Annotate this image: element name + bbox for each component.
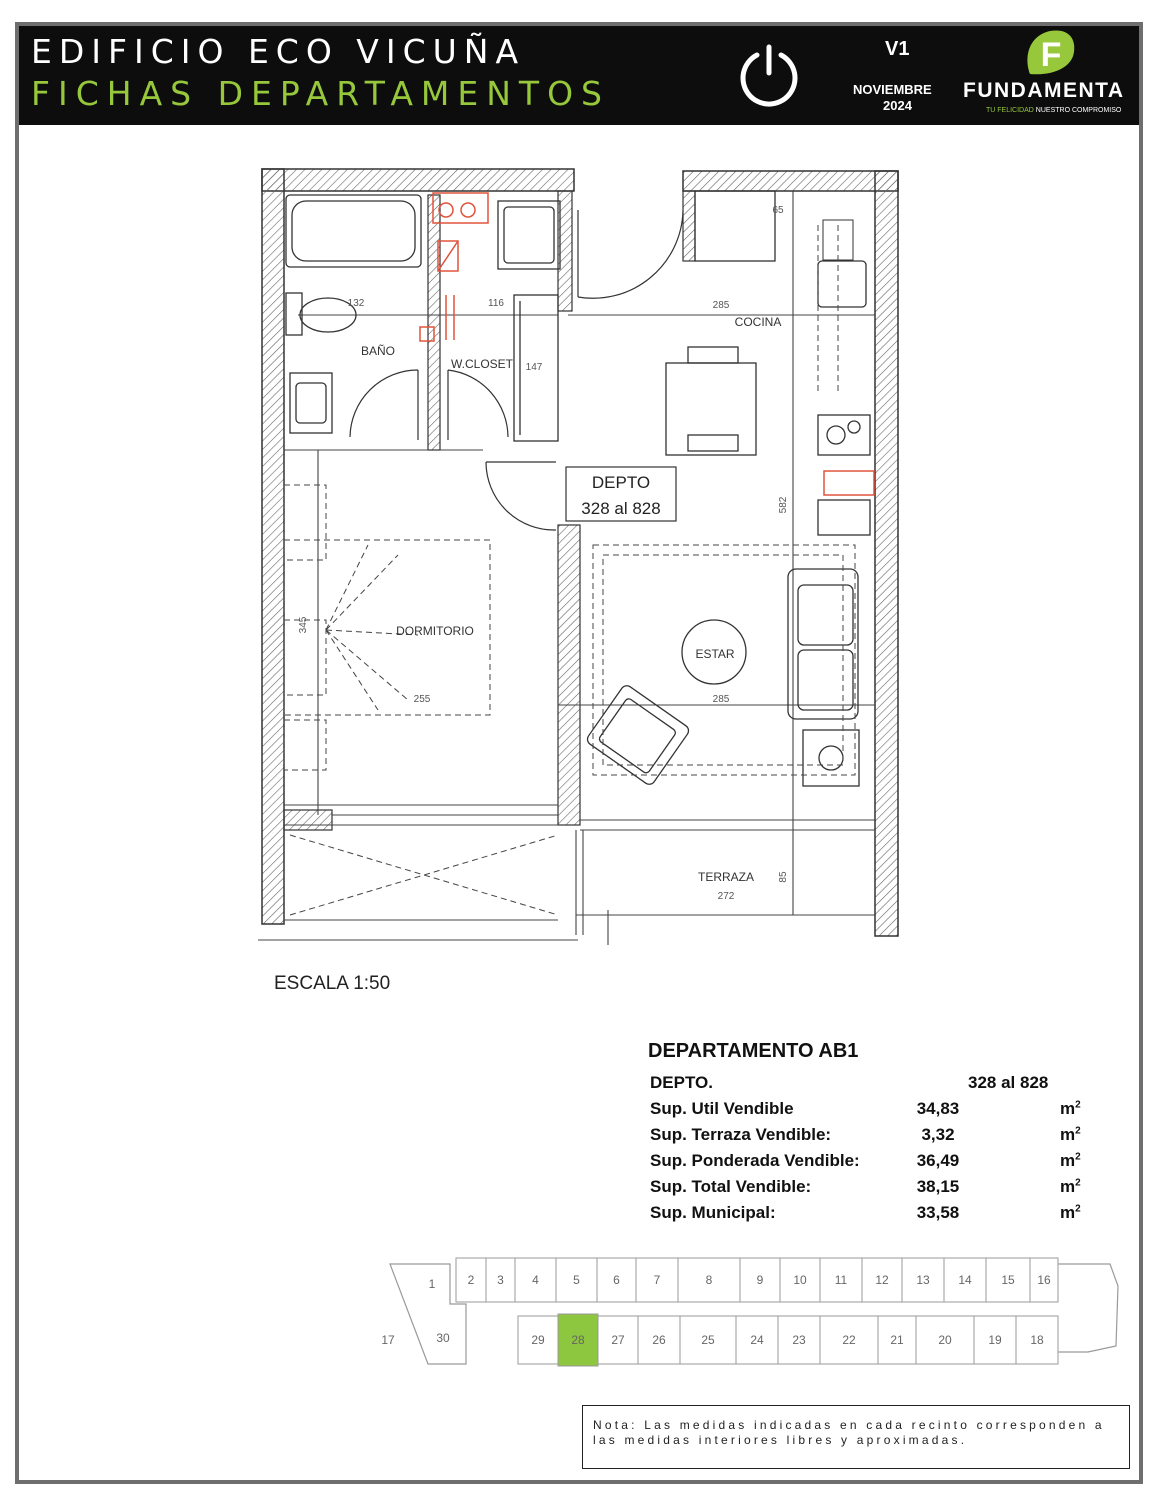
dim-terrace-width: 272 [717,891,735,902]
unit-label-box [566,467,676,521]
unit-range: 328 al 828 [581,499,661,518]
dim-living-width: 285 [712,694,730,705]
site-unit-label: 16 [1037,1273,1051,1287]
dim-bath-width: 132 [347,298,365,309]
site-top-row [429,1258,1058,1302]
spec-row-depto [648,1073,1098,1099]
spec-value: 3,32 [921,1125,955,1144]
site-unit-label: 15 [1001,1273,1015,1287]
site-bottom-row [381,1314,1058,1366]
header-bar [19,26,1139,125]
brand-tagline [986,107,1121,114]
site-unit-label: 25 [701,1333,715,1347]
site-unit-label: 4 [532,1273,539,1287]
room-living: ESTAR [695,647,735,661]
spec-unit: $m^2$ [1060,1203,1081,1222]
site-unit-label: 11 [834,1273,848,1287]
dim-kitchen-depth: 65 [772,205,784,216]
spec-label: Sup. Util Vendible [650,1099,794,1118]
spec-title: DEPARTAMENTO AB1 [648,1040,859,1062]
site-unit-label: 21 [890,1333,904,1347]
spec-value: 34,83 [916,1099,960,1118]
site-unit-label: 28 [571,1333,585,1347]
site-unit-label: 20 [938,1333,952,1347]
date-month: NOVIEMBRE [853,82,932,97]
site-unit-label: 5 [573,1273,580,1287]
site-unit-label: 12 [875,1273,889,1287]
spec-value: 38,15 [916,1177,960,1196]
brand-name: FUNDAMENTA [963,79,1125,102]
installations [420,193,874,495]
tagline-highlight: TU FELICIDAD [986,107,1034,114]
site-unit-label: 7 [653,1273,661,1287]
spec-unit: $m^2$ [1060,1151,1081,1170]
site-unit-label: 22 [842,1333,856,1347]
spec-row [648,1125,1098,1151]
site-unit-label: 6 [613,1273,620,1287]
dim-bedroom-width: 255 [413,694,431,705]
spec-row [648,1177,1098,1203]
spec-depto-value: 328 al 828 [968,1073,1049,1092]
document-subtitle: FICHAS DEPARTAMENTOS [31,74,610,113]
spec-label: Sup. Municipal: [650,1203,776,1222]
tagline-rest: NUESTRO COMPROMISO [1033,107,1122,114]
site-unit-label: 26 [652,1333,666,1347]
site-unit-label: 14 [958,1273,972,1287]
site-unit-label: 18 [1030,1333,1044,1347]
spec-unit: $m^2$ [1060,1125,1081,1144]
spec-row [648,1203,1098,1229]
site-unit-label: 8 [705,1273,713,1287]
site-unit-label: 13 [916,1273,930,1287]
note-box: Nota: Las medidas indicadas en cada recinto corresponden a las medidas interiores libres y aproximadas. [582,1405,1130,1469]
fundamenta-logo-icon [1022,28,1078,78]
dim-kitchen-width: 285 [712,300,730,311]
room-bedroom: DORMITORIO [396,624,474,638]
site-unit-label: 17 [381,1333,395,1347]
site-unit-label: 23 [792,1333,806,1347]
power-icon [737,43,801,107]
site-unit-label: 3 [497,1273,504,1287]
spec-value: 36,49 [916,1151,960,1170]
spec-value: 33,58 [916,1203,960,1222]
building-title: EDIFICIO ECO VICUÑA [31,32,526,71]
site-unit-label: 9 [756,1273,764,1287]
site-unit-label: 2 [467,1273,475,1287]
site-unit-label: 30 [436,1331,450,1345]
spec-row [648,1099,1098,1125]
room-bathroom: BAÑO [360,344,396,358]
room-kitchen: COCINA [734,315,782,329]
dim-closet-depth: 147 [525,362,543,373]
site-unit-label: 24 [750,1333,764,1347]
site-plan [381,1256,1118,1371]
dim-living-length: 582 [778,496,789,514]
logo-letter: F [1040,36,1062,74]
scale-label: ESCALA 1:50 [274,973,391,994]
date-year: 2024 [883,98,912,113]
version-label: V1 [885,38,910,60]
spec-unit: $m^2$ [1060,1177,1081,1196]
dim-terrace-depth: 85 [778,871,789,883]
dim-bedroom-depth: 345 [298,616,309,634]
spec-label: Sup. Ponderada Vendible: [650,1151,860,1170]
site-unit-label: 19 [988,1333,1002,1347]
room-terrace: TERRAZA [697,870,755,884]
floor-plan [258,165,918,945]
site-unit-label: 27 [611,1333,625,1347]
spec-unit: $m^2$ [1060,1099,1081,1118]
spec-depto-label: DEPTO. [650,1073,713,1092]
spec-label: Sup. Total Vendible: [650,1177,812,1196]
unit-label: DEPTO [591,473,651,492]
room-closet: W.CLOSET [450,357,514,371]
dim-closet-width: 116 [488,298,504,309]
site-unit-label: 29 [531,1333,545,1347]
site-unit-label: 1 [428,1277,436,1291]
spec-table [648,1040,1098,1229]
spec-label: Sup. Terraza Vendible: [650,1125,832,1144]
spec-row [648,1151,1098,1177]
walls [262,169,898,936]
site-unit-label: 10 [793,1273,807,1287]
